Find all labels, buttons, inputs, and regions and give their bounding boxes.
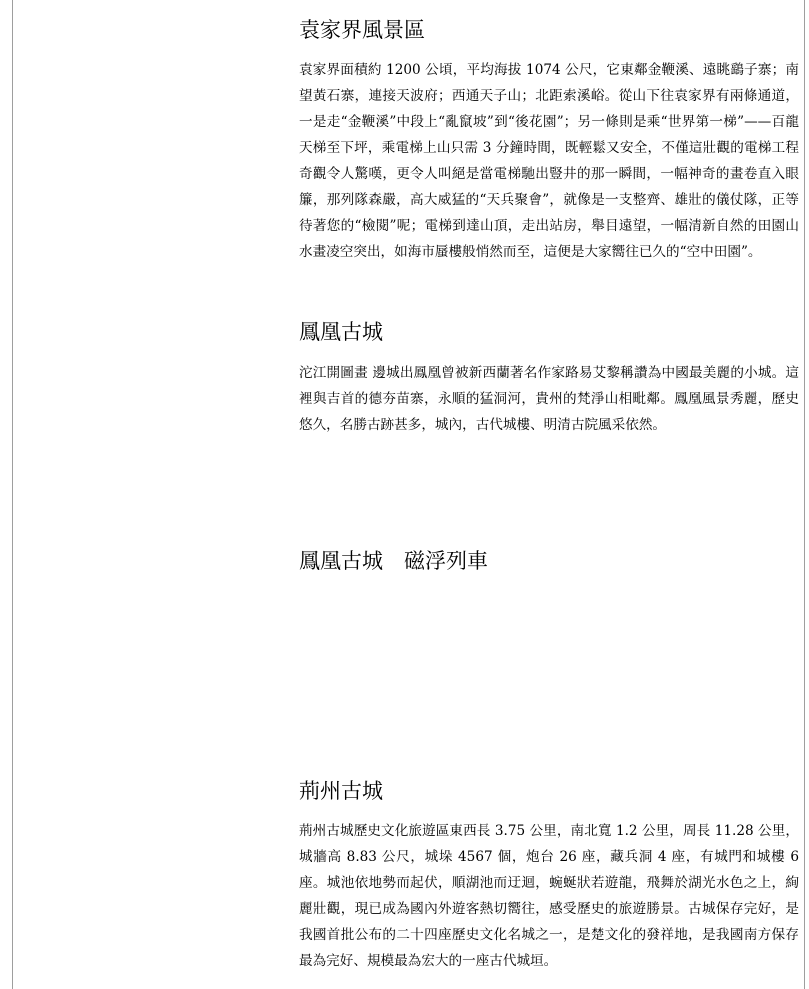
section-text-yuanjiajie: 袁家界面積約 1200 公頃，平均海拔 1074 公尺，它東鄰金鞭溪、遠眺鷂子寨；南望黃石寨，連接天波府；西通天子山；北距索溪峪。從山下往袁家界有兩條通道，一是走“金鞭溪”中段上“亂竄坡”到“後花園”；另一條則是乘“世界第一梯”——百龍天梯至下坪，乘電梯上山只需 3 分鐘時間，既輕鬆又安全，不僅這壯觀的電梯工程奇觀令人驚嘆，更令人叫絕是當電梯馳出豎井的那一瞬間，一幅神奇的畫卷直入眼簾，那列隊森嚴，高大威猛的“天兵聚會”，就像是一支整齊、雄壯的儀仗隊，正等待著您的“檢閱”呢；電梯到達山頂，走出站房，舉目遠望，一幅清新自然的田園山水畫凌空突出，如海市蜃樓般悄然而至，這便是大家嚮往已久的“空中田園”。 (299, 62, 799, 260)
section-title-yuanjiajie: 袁家界風景區 (299, 18, 425, 42)
section-text-jingzhou: 荊州古城歷史文化旅遊區東西長 3.75 公里，南北寬 1.2 公里，周長 11.28 公里，城牆高 8.83 公尺，城垛 4567 個，炮台 26 座，藏兵洞 4 座，有城門和城樓 6 座。城池依地勢而起伏，順湖池而迂迴，蜿蜒狀若遊龍，飛舞於湖光水色之上，絢麗壯觀，現已成為國內外遊客熱切嚮往，感受歷史的旅遊勝景。古城保存完好，是我國首批公布的二十四座歷史文化名城之一，是楚文化的發祥地，是我國南方保存最為完好、規模最為宏大的一座古代城垣。 (299, 823, 799, 969)
section-text-fenghuang: 沱江開圖畫 邊城出鳳凰曾被新西蘭著名作家路易艾黎稱讚為中國最美麗的小城。這裡與吉首的德夯苗寨，永順的猛洞河，貴州的梵淨山相毗鄰。鳳凰風景秀麗，歷史悠久，名勝古跡甚多，城內，古代城樓、明清古院風采依然。 (299, 365, 799, 433)
section-title-fenghuang-maglev: 鳳凰古城 磁浮列車 (299, 549, 488, 573)
section-title-jingzhou: 荊州古城 (299, 779, 383, 803)
section-title-fenghuang: 鳳凰古城 (299, 320, 383, 344)
